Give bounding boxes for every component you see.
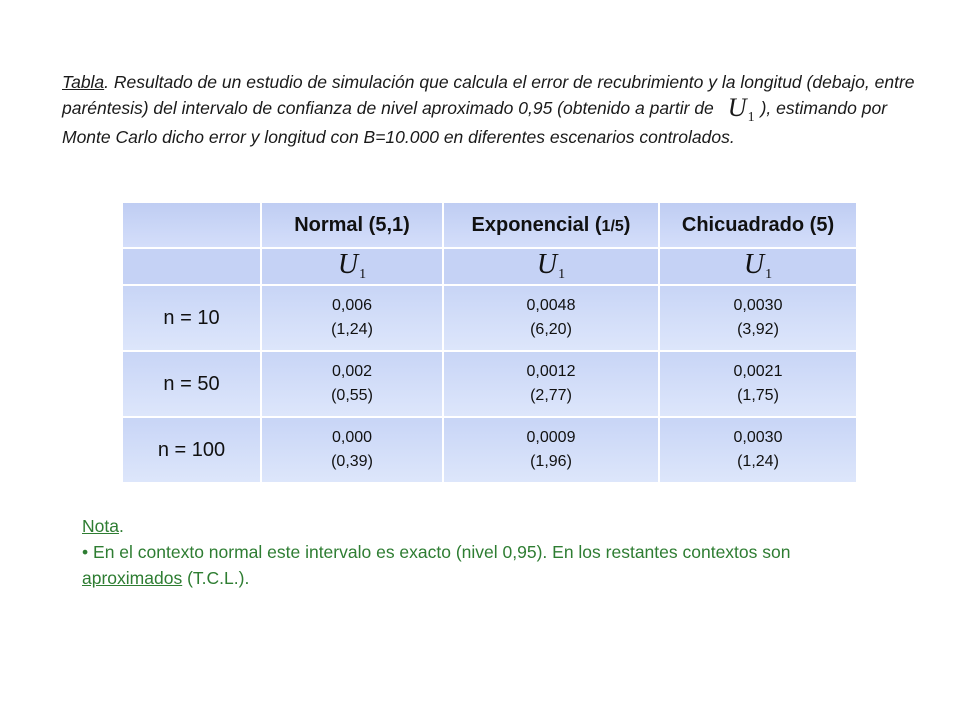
length-value: (1,24) [331, 321, 373, 338]
table-cell [443, 417, 659, 483]
symbol-row-empty [122, 248, 261, 285]
error-value: 0,0009 [526, 429, 576, 446]
table-cell [261, 351, 443, 417]
error-value: 0,0048 [526, 297, 576, 314]
row-label: n = 100 [122, 417, 261, 483]
length-value: (2,77) [530, 387, 572, 404]
length-value: (1,75) [737, 387, 779, 404]
error-value: 0,0012 [526, 363, 576, 380]
bullet-marker: • [82, 542, 89, 562]
note-text: En el contexto normal este intervalo es exacto (nivel 0,95). En los restantes contextos son [93, 542, 791, 562]
table-cell [443, 285, 659, 351]
length-value: (0,39) [331, 453, 373, 470]
row-label: n = 50 [122, 351, 261, 417]
u1-symbol-sub: 1 [747, 110, 755, 125]
header-exponencial: Exponencial (1/5) [443, 202, 659, 248]
note-title: Nota [82, 516, 119, 536]
error-value: 0,0030 [733, 297, 783, 314]
length-value: (6,20) [530, 321, 572, 338]
error-value: 0,006 [331, 297, 373, 314]
error-value: 0,0021 [733, 363, 783, 380]
error-value: 0,0030 [733, 429, 783, 446]
symbol-row [122, 248, 857, 285]
table-cell [443, 351, 659, 417]
error-value: 0,002 [331, 363, 373, 380]
length-value: (1,96) [530, 453, 572, 470]
simulation-results-table [121, 201, 858, 484]
symbol-cell: $U_1$ [443, 248, 659, 285]
header-normal: Normal (5,1) [261, 202, 443, 248]
table-cell [659, 351, 857, 417]
table-cell [261, 417, 443, 483]
corner-cell [122, 202, 261, 248]
table-cell [659, 285, 857, 351]
table-cell [659, 417, 857, 483]
table-cell [261, 285, 443, 351]
caption-label: Tabla [62, 72, 105, 92]
table-caption [62, 70, 922, 150]
length-value: (3,92) [737, 321, 779, 338]
table-row [122, 351, 857, 417]
note-text-end: (T.C.L.). [187, 568, 250, 588]
note-section [82, 513, 842, 591]
header-row [122, 202, 857, 248]
caption-text-start: . Resultado de un estudio de simulación que calcula el error de recubrimiento y la longitud (debajo, entre paréntesis) del intervalo de confianza de nivel aproximado 0,95 (obtenido a partir de [62, 72, 915, 118]
note-underlined-word: aproximados [82, 568, 183, 588]
length-value: (1,24) [737, 453, 779, 470]
note-bullet-item [82, 539, 842, 591]
row-label: n = 10 [122, 285, 261, 351]
table-row [122, 285, 857, 351]
u1-symbol-base: U [727, 93, 747, 122]
header-chicuadrado: Chicuadrado (5) [659, 202, 857, 248]
note-heading: Nota. [82, 516, 124, 536]
symbol-cell: $U_1$ [659, 248, 857, 285]
u1-symbol [728, 95, 755, 125]
table-row [122, 417, 857, 483]
length-value: (0,55) [331, 387, 373, 404]
error-value: 0,000 [331, 429, 373, 446]
caption-text-end: ), estimando por Monte Carlo dicho error y longitud con B=10.000 en diferentes escenarios controlados. [62, 98, 888, 147]
symbol-cell: $U_1$ [261, 248, 443, 285]
